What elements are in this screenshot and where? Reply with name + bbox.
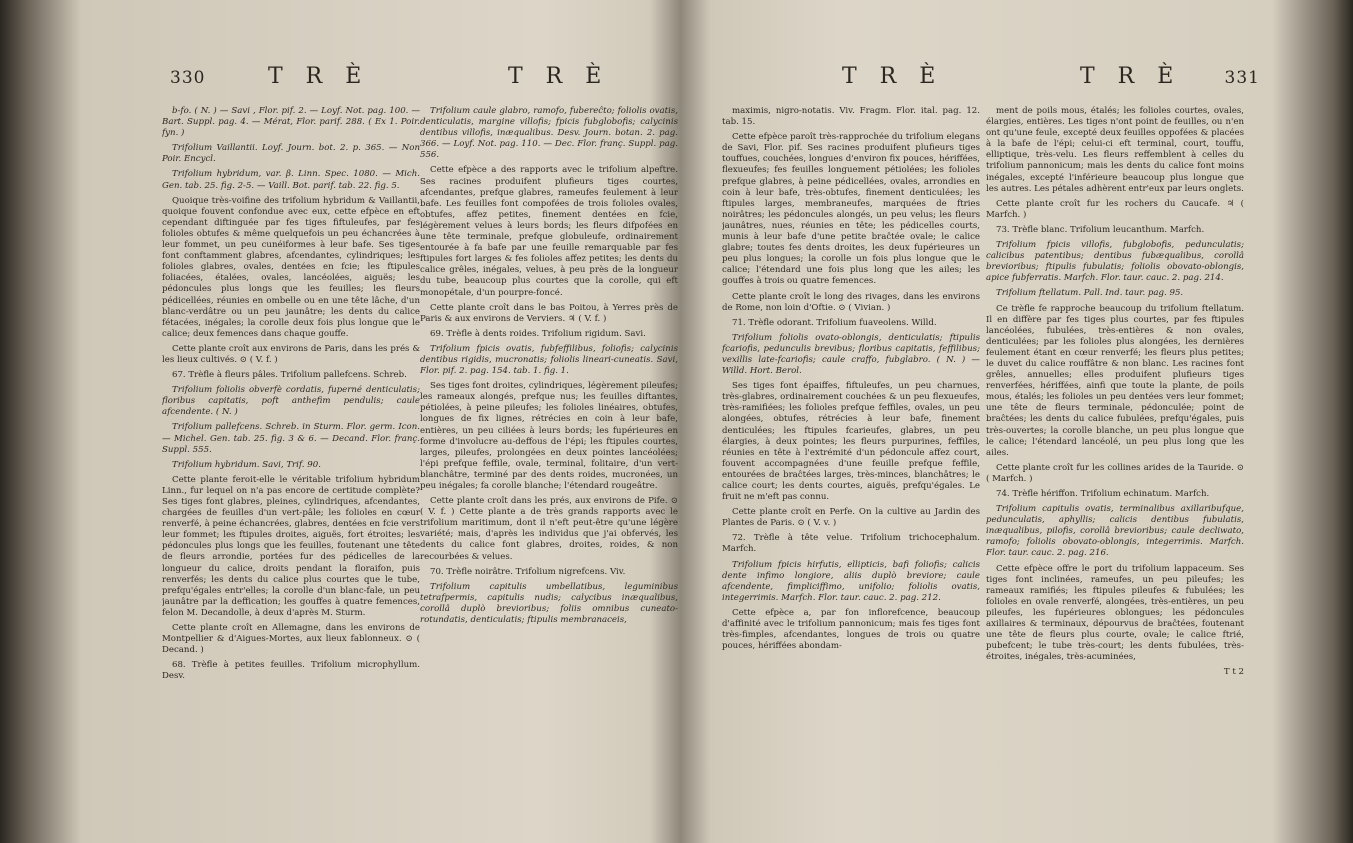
running-head: T R È bbox=[268, 64, 370, 89]
paragraph: 69. Trèfle à dents roides. Trifolium rigidum. Savi. bbox=[430, 328, 646, 339]
paragraph: Cette plante croît en Perfe. On la cultive au Jardin des Plantes de Paris. ⊙ ( V. v. ) bbox=[722, 507, 980, 529]
signature-mark: T t 2 bbox=[1223, 667, 1244, 678]
paragraph: 68. Trèfle à petites feuilles. Trifolium microphyllum. Desv. bbox=[162, 660, 420, 682]
page-number: 330 bbox=[170, 68, 206, 88]
paragraph: Cette plante croît dans les prés, aux environs de Pife. ⊙ ( V. f. ) Cette plante a de très grands rapports avec le trifolium maritimum, dont il n'eft peut-être qu'une légère variété; mais, d'après les individus que j'ai obfervés, les dents du calice font glabres, droites, roides, & non recourbées & velues. bbox=[420, 496, 678, 562]
paragraph: Trifolium hybridum. Savi, Trif. 90. bbox=[172, 459, 321, 470]
paragraph: Ses tiges font épaiffes, fiftuleufes, un peu charnues, très-glabres, ordinairement couchées & un peu flexueufes, très-ramifiées; les folioles prefque feffiles, ovales, un peu alongées, obtufes, rétrécies à leur bafe, finement denticulées; les ftipules fcarieufes, glabres, un peu élargies, à deux pointes; les fleurs purpurines, feffiles, réunies en tête à l'extrémité d'un pédoncule affez court, fouvent accompagnées d'une feuille prefque feffile, entourées de braĉtées larges, très-minces, blanchâtres; le calice court; les dents courtes, aiguës, prefqu'égales. Le fruit ne m'eft pas connu. bbox=[722, 381, 980, 503]
running-head: T R È bbox=[842, 64, 944, 89]
paragraph: b-fo. ( N. ) — Savi , Flor. pif. 2. — Loyf. Not. pag. 100. — Bart. Suppl. pag. 4. — Mérat, Flor. parif. 288. ( Ex 1. Poir. fyn. ) bbox=[162, 106, 420, 139]
paragraph: Trifolium fpicis hirfutis, ellipticis, bafi foliofis; calicis dente infimo longiore, aliis duplò breviore; caule afcendente, fimpliciffimo, unifolio; foliolis ovatis, integerrimis. Marfch. Flor. taur. cauc. 2. pag. 212. bbox=[722, 559, 980, 603]
paragraph: Ses tiges font droites, cylindriques, légèrement pileufes; les rameaux alongés, prefque nus; les feuilles diftantes, pétiolées, à peine pileufes; les folioles linéaires, obtufes, longues de fix lignes, rétrécies en coin à leur bafe, entières, un peu ciliées à leurs bords; les fupérieures en forme d'involucre au-deffous de l'épi; les ftipules courtes, larges, pileufes, prolongées en deux pointes lancéolées; l'épi prefque feffile, ovale, terminal, folitaire, d'un vert-blanchâtre, terminé par des dents roides, mucronées, un peu inégales; fa corolle blanche; l'étendard rougeâtre. bbox=[420, 381, 678, 491]
paragraph: Cette efpèce offre le port du trifolium lappaceum. Ses tiges font inclinées, rameufes, un peu pileufes; les rameaux ramifiés; les ftipules pileufes & fubulées; les folioles en ovale renverfé, alongées, très-entières, un peu pileufes, les fupérieures oblongues; les pédoncules axillaires & terminaux, dépourvus de braĉtées, foutenant une tête de fleurs plus courte, ovale; le calice ftrié, pubefcent; le tube très-court; les dents fubulées, très-étroites, inégales, très-acuminées, bbox=[986, 563, 1244, 663]
paragraph: Cette plante croît fur les rochers du Caucafe. ♃ ( Marfch. ) bbox=[986, 198, 1244, 220]
paragraph: Trifolium capitulis ovatis, terminalibus axillaribufque, pedunculatis, aphyllis; calicis dentibus fubulatis, inæqualibus, pilofis, corollâ brevioribus; caule decliwato, ramofo; foliolis obovato-oblongis, integerrimis. Marfch. Flor. taur. cauc. 2. pag. 216. bbox=[986, 504, 1244, 559]
right-page bbox=[700, 40, 1260, 835]
paragraph: Cette plante croît dans le bas Poitou, à Yerres près de Paris & aux environs de Verviers. ♃ ( V. f. ) bbox=[420, 302, 678, 324]
paragraph: 72. Trèfle à tête velue. Trifolium trichocephalum. Marfch. bbox=[722, 533, 980, 555]
paragraph: Trifolium hybridum, var. β. Linn. Spec. 1080. — Mich. Gen. tab. 25. fig. 2-5. — Vaill. Bot. parif. tab. 22. fig. 5. bbox=[162, 169, 420, 191]
paragraph: 70. Trèfle noirâtre. Trifolium nigrefcens. Viv. bbox=[430, 566, 626, 577]
paragraph: Trifolium pallefcens. Schreb. in Sturm. Flor. germ. Icon. — Michel. Gen. tab. 25. fig. 3 & 6. — Decand. Flor. franç. Suppl. 555. bbox=[162, 422, 420, 455]
left-page bbox=[130, 40, 678, 835]
left-column-1 bbox=[162, 106, 420, 835]
paragraph: Cette efpèce a des rapports avec le trifolium alpeftre. Ses racines produifent plufieurs tiges courtes, afcendantes, prefque glabres, rameufes feulement à leur bafe. Les feuilles font compofées de trois folioles ovales, obtufes, affez petites, finement dentées en fcie, légèrement velues à leurs bords; les fleurs difpofées en une tête terminale, prefque globuleufe, ordinairement entourée à fa bafe par une feuille remarquable par fes ftipules fort larges & fes folioles affez petites; les dents du calice grêles, inégales, velues, à peu près de la longueur du tube, beaucoup plus courtes que la corolle, qui eft monopétale, d'un pourpre-foncé. bbox=[420, 165, 678, 298]
paragraph: Trifolium fpicis ovatis, fubfeffilibus, foliofis; calycinis dentibus rigidis, mucronatis; foliolis lineari-cuneatis. Savi, Flor. pif. 2. pag. 154. tab. 1. fig. 1. bbox=[420, 343, 678, 377]
paragraph: Cette plante croît en Allemagne, dans les environs de Montpellier & d'Aigues-Mortes, aux lieux fablonneux. ⊙ ( Decand. ) bbox=[162, 623, 420, 656]
paragraph: Trifolium caule glabro, ramofo, fubereĉto; foliolis ovatis, denticulatis, margine villofis; fpicis fubglobofis; calycinis dentibus villofis, inæqualibus. Desv. Journ. botan. 2. pag. 366. — Loyf. Not. pag. 110. — Dec. Flor. franç. Suppl. pag. 556. bbox=[420, 106, 678, 161]
paragraph: 73. Trèfle blanc. Trifolium leucanthum. Marfch. bbox=[996, 224, 1205, 235]
running-head: T R È bbox=[508, 64, 610, 89]
right-column-2 bbox=[986, 106, 1244, 835]
paragraph: 71. Trèfle odorant. Trifolium fuaveolens. Willd. bbox=[732, 317, 937, 328]
paragraph: Trifolium ftellatum. Pall. Ind. taur. pag. 95. bbox=[996, 288, 1184, 299]
paragraph: Trifolium fpicis villofis, fubglobofis, pedunculatis; calicibus patentibus; dentibus fubæqualibus, corollâ brevioribus; ftipulis fubulatis; foliolis obovato-oblongis, apice fubferratis. Marfch. Flor. taur. cauc. 2. pag. 214. bbox=[986, 240, 1244, 284]
page-number: 331 bbox=[1224, 68, 1260, 88]
paragraph: Quoique très-voifine des trifolium hybridum & Vaillantii, quoique fouvent confondue avec eux, cette efpèce en eft cependant diftinguée par fes tiges fiftuleufes, par fes folioles obtufes & même quelquefois un peu échancrées à leur fommet, un peu cunéiformes à leur bafe. Ses tiges font conftamment glabres, afcendantes, cylindriques; les folioles glabres, ovales, dentées en fcie; les ftipules foliacées, étalées, ovales, lancéolées, aiguës; les pédoncules plus longs que les feuilles; les fleurs pédicellées, réunies en ombelle ou en une tête lâche, d'un blanc-verdâtre ou un peu jaunâtre; les dents du calice fétacées, inégales; la corolle deux fois plus longue que le calice; deux femences dans chaque gouffe. bbox=[162, 195, 420, 339]
right-column-1 bbox=[722, 106, 980, 835]
paragraph: Cette plante croît aux environs de Paris, dans les prés & les lieux cultivés. ⊙ ( V. f. ) bbox=[162, 343, 420, 365]
paragraph: Cette plante croît le long des rivages, dans les environs de Rome, non loin d'Oftie. ⊙ ( Vivian. ) bbox=[722, 291, 980, 313]
paragraph: ment de poils mous, étalés; les folioles courtes, ovales, élargies, entières. Les tiges n'ont point de feuilles, ou n'en ont qu'une feule, excepté deux feuilles oppofées & placées à la bafe de l'épi; celui-ci eft terminal, court, touffu, elliptique, très-velu. Les fleurs reffemblent à celles du trifolium pannonicum; mais les dents du calice font moins inégales, excepté l'inférieure beaucoup plus longue que les autres. Les pétales adhèrent entr'eux par leurs onglets. bbox=[986, 106, 1244, 194]
paragraph: 67. Trèfle à fleurs pâles. Trifolium pallefcens. Schreb. bbox=[172, 370, 407, 381]
paragraph: 74. Trèfle hériffon. Trifolium echinatum. Marfch. bbox=[996, 489, 1210, 499]
paragraph: Trifolium Vaillantii. Loyf. Journ. bot. 2. p. 365. — Non Poir. Encycl. bbox=[162, 143, 420, 165]
right-page-header bbox=[700, 64, 1260, 92]
running-head: T R È bbox=[1080, 64, 1182, 89]
left-page-header bbox=[130, 64, 678, 92]
paragraph: Cette plante feroit-elle le véritable trifolium hybridum Linn., fur lequel on n'a pas encore de certitude complète? Ses tiges font glabres, pleines, cylindriques, afcendantes, chargées de feuilles d'un vert-pâle; les folioles en cœur renverfé, à peine échancrées, glabres, dentées en fcie vers leur fommet; les ftipules droites, aiguës, fort étroites; les pédoncules plus longs que les feuilles, foutenant une tête de fleurs arrondie, portées fur des pédicelles de la longueur du calice, droits pendant la floraifon, puis renverfés; les dents du calice plus courtes que le tube, prefqu'égales entr'elles; la corolle d'un blanc-fale, un peu jaunâtre par la deffication; les gouffes à quatre femences, felon M. Decandolle, à deux d'après M. Sturm. bbox=[162, 474, 420, 618]
paragraph: Trifolium foliolis ovato-oblongis, denticulatis; ftipulis fcariofis, pedunculis brevibus; floribus capitatis, feffilibus; vexillis late-fcariofis; caule craffo, fubglabro. ( N. ) — Willd. Hort. Berol. bbox=[722, 332, 980, 377]
paragraph: Trifolium foliolis obverfè cordatis, fuperné denticulatis; floribus capitatis, poft anthefim pendulis; caule afcendente. ( N. ) bbox=[162, 385, 420, 418]
paragraph: Cette plante croît fur les collines arides de la Tauride. ⊙ ( Marfch. ) bbox=[986, 462, 1244, 484]
paragraph: maximis, nigro-notatis. Viv. Fragm. Flor. ital. pag. 12. tab. 15. bbox=[722, 106, 980, 128]
paragraph: Ce trèfle fe rapproche beaucoup du trifolium ftellatum. Il en diffère par fes tiges plus courtes, par fes ftipules lancéolées, fubulées, très-entières & non ovales, denticulées; par les folioles plus alongées, les dernières feulement étant en cœur renverfé; les fleurs plus petites; le duvet du calice rouffâtre & non blanc. Les racines font grêles, annuelles; elles produifent plufieurs tiges renverfées, hériffées, ainfi que toute la plante, de poils mous, étalés; les folioles un peu dentées vers leur fommet; une tête de fleurs terminale, pédonculée; point de braĉtées; les dents du calice fubulées, prefqu'égales, puis très-ouvertes; la corolle blanche, un peu plus longue que le calice; l'étendard lancéolé, un peu plus long que les ailes. bbox=[986, 303, 1244, 458]
paragraph: Trifolium capitulis umbellatibus, leguminibus tetrafpermis, capitulis nudis; calycibus inæqualibus, corollâ duplò brevioribus; foliis omnibus cuneato-rotundatis, denticulatis; ftipulis membranaceis, bbox=[420, 581, 678, 626]
paragraph: Cette efpèce paroît très-rapprochée du trifolium elegans de Savi, Flor. pif. Ses racines produifent plufieurs tiges touffues, couchées, longues d'environ fix pouces, hériffées, flexueufes; fes feuilles longuement pétiolées; les folioles prefque glabres, à peine pédicellées, ovales, arrondies en coin à leur bafe, très-obtufes, finement denticulées; les ftipules larges, membraneufes, marquées de ftries noirâtres; les pédoncules alongés, un peu velus; les fleurs jaunâtres, nues, réunies en tête; les pédicelles courts, munis à leur bafe d'une petite braĉtée ovale; le calice glabre; toutes fes dents droites, les deux fupérieures un peu plus longues; la corolle un fois plus longue que le calice; l'étendard une fois plus long que les ailes; les gouffes à trois ou quatre femences. bbox=[722, 132, 980, 287]
paragraph: Cette efpèce a, par fon inflorefcence, beaucoup d'affinité avec le trifolium pannonicum; mais fes tiges font très-fimples, afcendantes, longues de trois ou quatre pouces, hériffées abondam- bbox=[722, 607, 980, 652]
left-column-2 bbox=[420, 106, 678, 835]
